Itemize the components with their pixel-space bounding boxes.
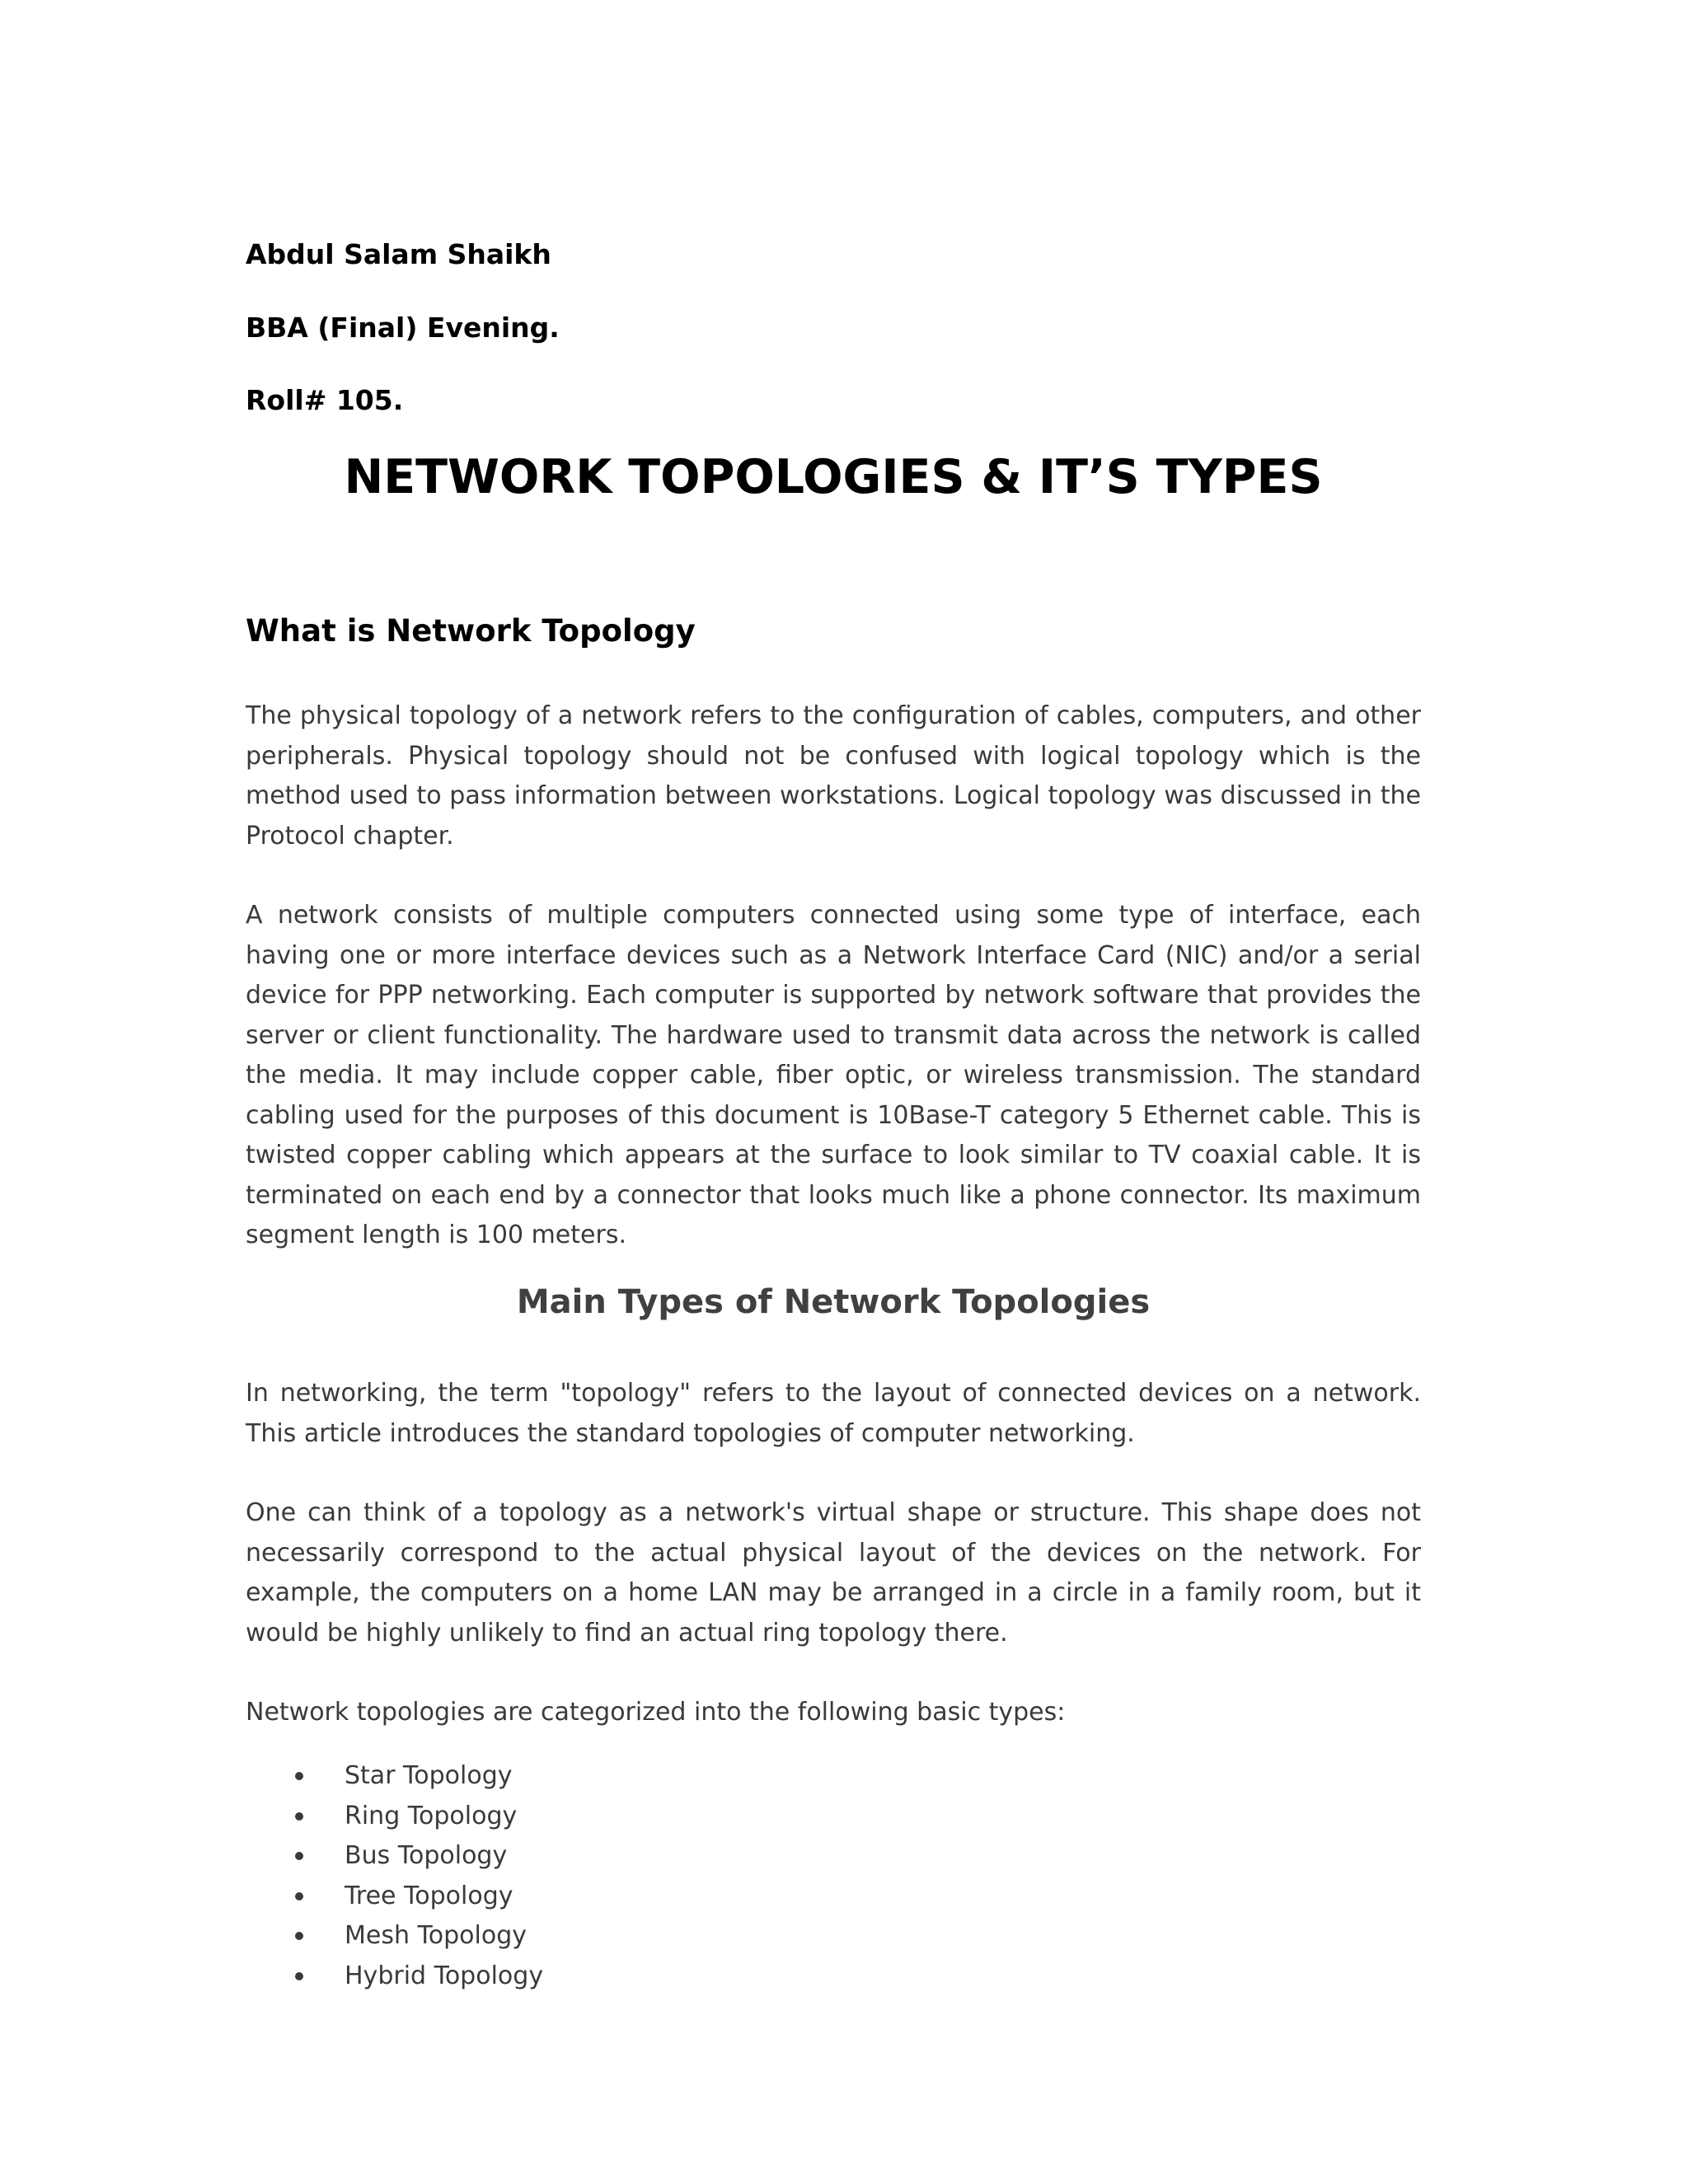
bullet-icon <box>295 1972 303 1980</box>
document-title: NETWORK TOPOLOGIES & IT’S TYPES <box>344 450 1323 504</box>
list-item-label: Ring Topology <box>345 1801 518 1830</box>
bullet-icon <box>295 1812 303 1821</box>
paragraph-basic-types-intro: Network topologies are categorized into the following basic types: <box>246 1698 1066 1727</box>
list-item-label: Hybrid Topology <box>345 1961 544 1990</box>
program-label: BBA (Final) Evening. <box>246 312 560 344</box>
list-item <box>246 1877 543 1917</box>
section-heading-network-topology: What is Network Topology <box>246 613 696 649</box>
list-item <box>246 1836 543 1877</box>
paragraph-network-media: A network consists of multiple computers connected using some type of interface, each having one or more interface devices such as a Network Interface Card (NIC) and/or a serial device for PPP networking. Each computer is supported by network software that provides the server or client functionality. The hardware used to transmit data across the network is called the media. It may include copper cable, fiber optic, or wireless transmission. The standard cabling used for the purposes of this document is 10Base-T category 5 Ethernet cable. This is twisted copper cabling which appears at the surface to look similar to TV coaxial cable. It is terminated on each end by a connector that looks much like a phone connector. Its maximum segment length is 100 meters. <box>246 901 1421 1249</box>
list-item-label: Tree Topology <box>345 1881 513 1910</box>
bullet-icon <box>295 1772 303 1780</box>
list-item-label: Bus Topology <box>345 1841 508 1870</box>
section-heading-main-types: Main Types of Network Topologies <box>516 1283 1151 1321</box>
paragraph-topology-term: In networking, the term "topology" refers to the layout of connected devices on a network. This article introduces the standard topologies of computer networking. <box>246 1379 1421 1448</box>
roll-number: Roll# 105. <box>246 384 404 416</box>
author-name: Abdul Salam Shaikh <box>246 238 551 270</box>
paragraph-virtual-shape: One can think of a topology as a network's virtual shape or structure. This shape does not necessarily correspond to the actual physical layout of the devices on the network. For example, the computers on a home LAN may be arranged in a circle in a family room, but it would be highly unlikely to find an actual ring topology there. <box>246 1498 1421 1647</box>
list-item <box>246 1756 543 1797</box>
bullet-icon <box>295 1892 303 1900</box>
list-item <box>246 1916 543 1957</box>
list-item <box>246 1957 543 1997</box>
list-item-label: Mesh Topology <box>345 1921 527 1950</box>
list-item <box>246 1797 543 1837</box>
topology-types-list <box>246 1756 543 1996</box>
bullet-icon <box>295 1852 303 1860</box>
bullet-icon <box>295 1932 303 1940</box>
paragraph-physical-topology: The physical topology of a network refers to the configuration of cables, computers, and other peripherals. Physical topology should not be confused with logical topology which is the method used to pass information between workstations. Logical topology was discussed in the Protocol chapter. <box>246 701 1421 851</box>
list-item-label: Star Topology <box>345 1761 513 1790</box>
